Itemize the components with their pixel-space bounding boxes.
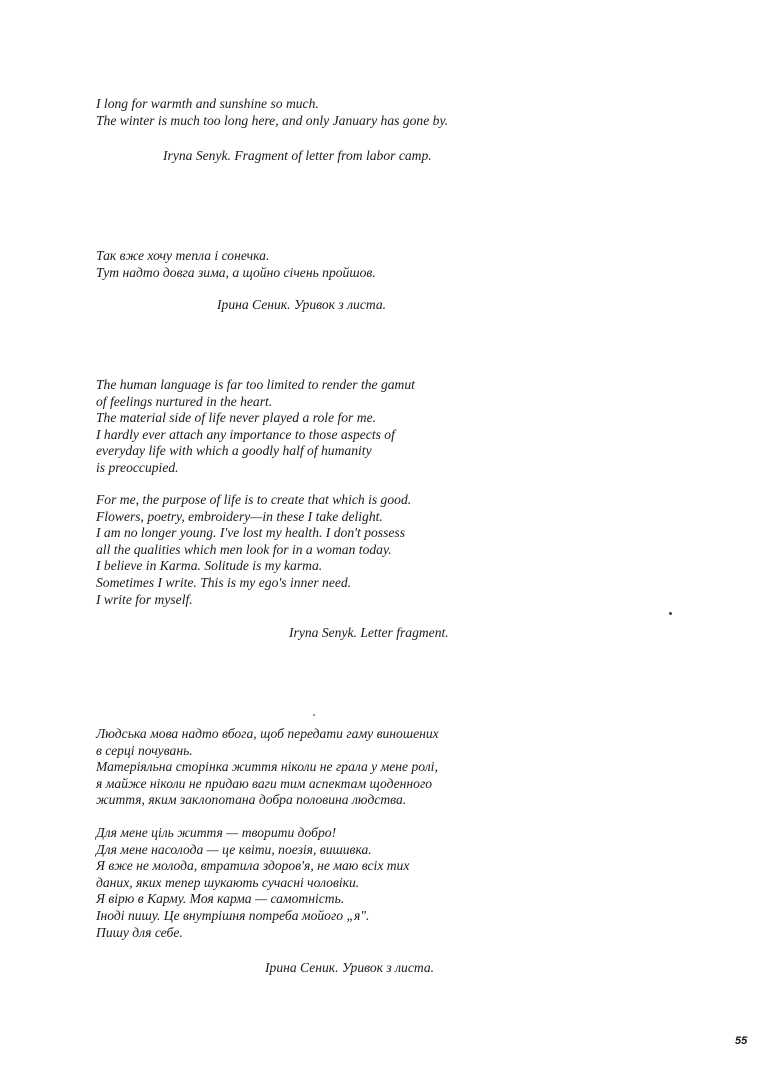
text-line: Для мене ціль життя — творити добро! — [96, 825, 337, 840]
text-line: I long for warmth and sunshine so much. — [96, 96, 319, 111]
text-line: The material side of life never played a role for me. — [96, 410, 376, 426]
ukrainian-fragment-1 — [96, 248, 376, 281]
text-line: Іноді пишу. Це внутрішня потреба мойого „я". — [96, 907, 370, 923]
text-line: Я вірю в Карму. Моя карма — самотність. — [96, 891, 345, 907]
scan-speck — [669, 612, 672, 615]
english-fragment-2-stanza-2 — [96, 492, 411, 608]
text-line: Так вже хочу тепла і сонечка. — [96, 248, 270, 263]
ukrainian-fragment-2-stanza-2 — [96, 825, 409, 941]
text-line: Людська мова надто вбога, щоб передати гаму виношених — [96, 726, 439, 741]
signature-english-2: Iryna Senyk. Letter fragment. — [289, 625, 449, 640]
text-line: я майже ніколи не придаю ваги тим аспектам щоденного — [96, 775, 433, 791]
text-line: all the qualities which men look for in a woman today. — [96, 541, 392, 557]
text-line: життя, яким заклопотана добра половина людства. — [96, 792, 407, 808]
scan-speck — [313, 714, 315, 716]
text-line: The human language is far too limited to render the gamut — [96, 377, 415, 392]
signature-ukrainian-1: Ірина Сеник. Уривок з листа. — [217, 297, 387, 312]
text-line: Sometimes I write. This is my ego's inner need. — [96, 574, 352, 590]
signature-english-1: Iryna Senyk. Fragment of letter from labor camp. — [163, 148, 432, 163]
text-line: The winter is much too long here, and only January has gone by. — [96, 112, 449, 128]
text-line: of feelings nurtured in the heart. — [96, 393, 273, 409]
text-line: I write for myself. — [96, 591, 193, 607]
text-line: Я вже не молода, втратила здоров'я, не маю всіх тих — [96, 858, 410, 874]
english-fragment-2-stanza-1 — [96, 377, 415, 477]
text-line: Пишу для себе. — [96, 924, 183, 940]
text-line: everyday life with which a goodly half of humanity — [96, 443, 372, 459]
text-line: Матеріяльна сторінка життя ніколи не грала у мене ролі, — [96, 759, 438, 775]
text-line: I am no longer young. I've lost my health. I don't possess — [96, 525, 405, 541]
english-fragment-1 — [96, 96, 448, 129]
text-line: в серці почувань. — [96, 742, 193, 758]
text-line: Flowers, poetry, embroidery—in these I take delight. — [96, 508, 383, 524]
text-line: Для мене насолода — це квіти, поезія, вишивка. — [96, 841, 372, 857]
text-line: I believe in Karma. Solitude is my karma. — [96, 558, 323, 574]
signature-ukrainian-2: Ірина Сеник. Уривок з листа. — [265, 960, 435, 975]
text-line: даних, яких тепер шукають сучасні чоловіки. — [96, 874, 360, 890]
text-line: is preoccupied. — [96, 459, 179, 475]
text-line: Тут надто довга зима, а щойно січень пройшов. — [96, 264, 376, 280]
text-line: For me, the purpose of life is to create that which is good. — [96, 492, 412, 507]
page-number: 55 — [735, 1035, 748, 1047]
text-line: I hardly ever attach any importance to those aspects of — [96, 426, 395, 442]
ukrainian-fragment-2-stanza-1 — [96, 726, 439, 809]
